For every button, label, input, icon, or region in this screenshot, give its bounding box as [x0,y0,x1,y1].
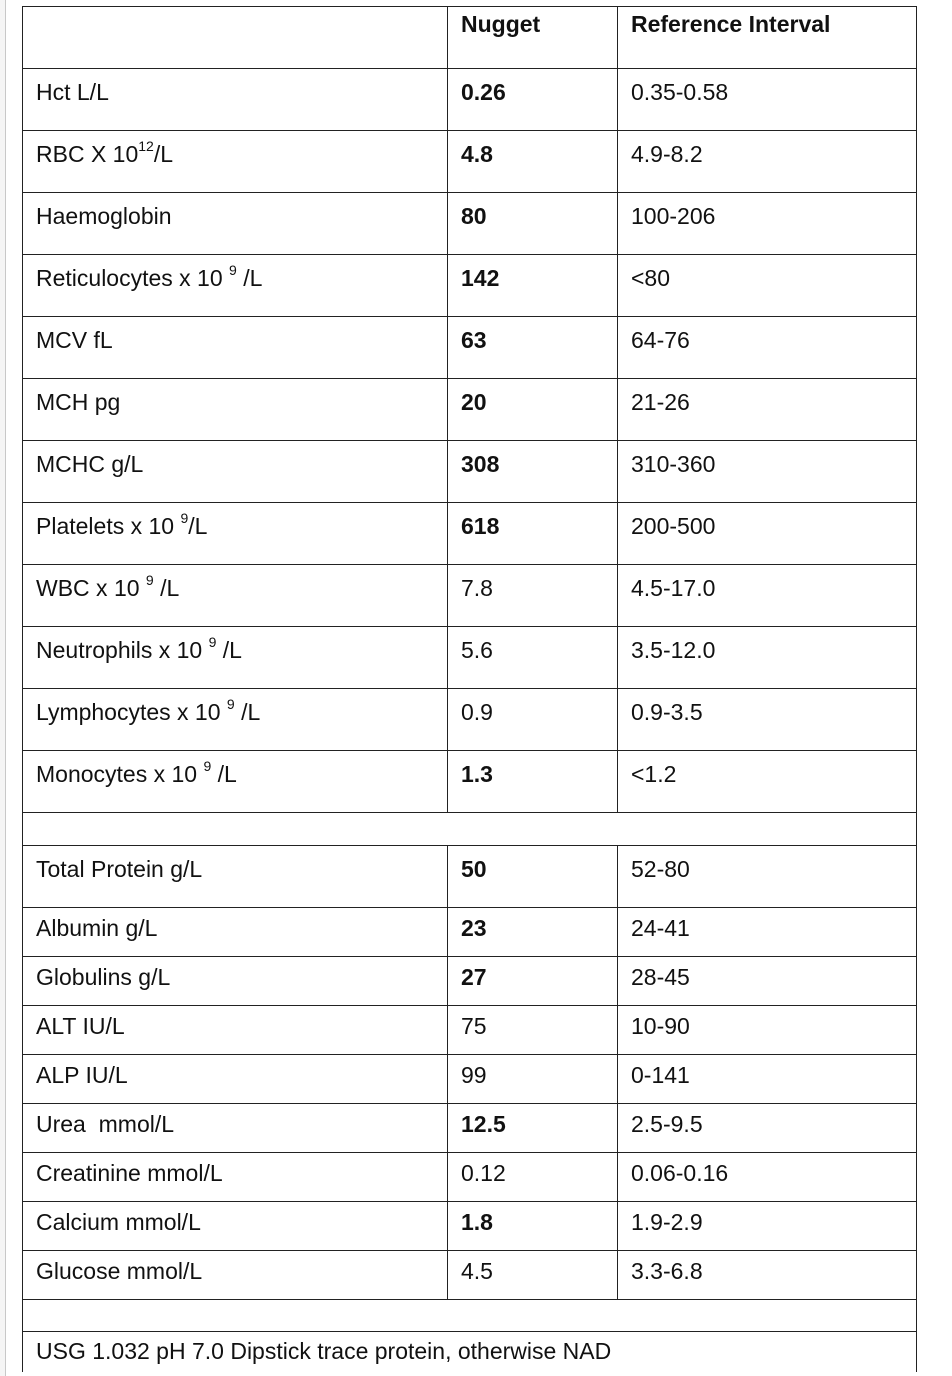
reference-interval: 0.9-3.5 [618,689,917,751]
test-unit: /L [216,637,242,663]
test-name [23,1202,448,1251]
test-unit: /L [234,699,261,725]
table-row [23,957,917,1006]
nugget-value: 4.5 [448,1251,618,1300]
page-edge [0,0,6,1376]
nugget-value: 308 [448,441,618,503]
nugget-value: 0.9 [448,689,618,751]
test-name [23,957,448,1006]
test-name [23,751,448,813]
test-name [23,1006,448,1055]
test-name [23,846,448,908]
test-exponent: 9 [203,758,212,775]
nugget-value: 7.8 [448,565,618,627]
test-label: Hct L/L [36,79,109,105]
test-label: Calcium mmol/L [36,1209,201,1235]
test-name [23,908,448,957]
table-row [23,1202,917,1251]
table-row [23,503,917,565]
nugget-value: 80 [448,193,618,255]
nugget-value: 20 [448,379,618,441]
nugget-value: 1.8 [448,1202,618,1251]
test-label: MCHC g/L [36,451,144,477]
urinalysis-row [23,1332,917,1372]
nugget-value: 5.6 [448,627,618,689]
nugget-value: 4.8 [448,131,618,193]
test-unit: /L [236,265,263,291]
test-label: Monocytes x 10 [36,761,204,787]
test-name [23,317,448,379]
test-label: MCV fL [36,327,113,353]
test-label: Lymphocytes x 10 [36,699,227,725]
test-label: Albumin g/L [36,915,158,941]
test-exponent: 12 [138,138,154,155]
test-name [23,1153,448,1202]
reference-interval: 2.5-9.5 [618,1104,917,1153]
test-label: Haemoglobin [36,203,172,229]
test-label: Neutrophils x 10 [36,637,209,663]
test-name [23,1104,448,1153]
test-name [23,131,448,193]
table-row [23,193,917,255]
reference-interval: 52-80 [618,846,917,908]
test-name [23,627,448,689]
table-row [23,565,917,627]
reference-interval: 24-41 [618,908,917,957]
test-label: RBC X 10 [36,141,139,167]
table-row [23,131,917,193]
test-label: Platelets x 10 [36,513,181,539]
spacer-cell [23,813,917,846]
table-row [23,1251,917,1300]
test-exponent: 9 [145,572,154,589]
test-label: Creatinine mmol/L [36,1160,223,1186]
reference-interval: 64-76 [618,317,917,379]
reference-interval: <80 [618,255,917,317]
test-label: Urea mmol/L [36,1111,175,1137]
reference-interval: 4.9-8.2 [618,131,917,193]
test-exponent: 9 [229,262,237,279]
test-name [23,255,448,317]
table-row [23,689,917,751]
test-name [23,503,448,565]
header-reference: Reference Interval [618,7,917,69]
reference-interval: 100-206 [618,193,917,255]
nugget-value: 142 [448,255,618,317]
nugget-value: 23 [448,908,618,957]
reference-interval: 10-90 [618,1006,917,1055]
test-name [23,193,448,255]
reference-interval: 0.06-0.16 [618,1153,917,1202]
table-row [23,1104,917,1153]
table-row [23,627,917,689]
test-name [23,1055,448,1104]
table-row [23,846,917,908]
test-name [23,69,448,131]
table-row [23,379,917,441]
nugget-value: 63 [448,317,618,379]
test-label: Glucose mmol/L [36,1258,203,1284]
nugget-value: 27 [448,957,618,1006]
reference-interval: 0-141 [618,1055,917,1104]
header-nugget: Nugget [448,7,618,69]
table-row [23,751,917,813]
reference-interval: 310-360 [618,441,917,503]
nugget-value: 75 [448,1006,618,1055]
nugget-value: 0.12 [448,1153,618,1202]
header-row [23,7,917,69]
reference-interval: 21-26 [618,379,917,441]
test-unit: /L [188,513,208,539]
reference-interval: 0.35-0.58 [618,69,917,131]
reference-interval: 3.5-12.0 [618,627,917,689]
nugget-value: 618 [448,503,618,565]
lab-results-table [22,6,917,1372]
test-exponent: 9 [226,696,235,713]
reference-interval: 3.3-6.8 [618,1251,917,1300]
spacer-row [23,813,917,846]
test-label: Globulins g/L [36,964,171,990]
test-exponent: 9 [180,510,189,527]
test-name [23,689,448,751]
test-name [23,1251,448,1300]
table-row [23,1055,917,1104]
reference-interval: 4.5-17.0 [618,565,917,627]
table-row [23,69,917,131]
nugget-value: 1.3 [448,751,618,813]
test-label: ALP IU/L [36,1062,128,1088]
test-label: WBC x 10 [36,575,146,601]
reference-interval: 28-45 [618,957,917,1006]
test-unit: /L [153,141,174,167]
table-row [23,317,917,379]
test-label: Total Protein g/L [36,856,203,882]
table-row [23,908,917,957]
test-name [23,565,448,627]
table-row [23,1153,917,1202]
test-unit: /L [211,761,237,787]
nugget-value: 99 [448,1055,618,1104]
reference-interval: 200-500 [618,503,917,565]
test-name [23,441,448,503]
header-test [23,7,448,69]
table-row [23,255,917,317]
nugget-value: 12.5 [448,1104,618,1153]
nugget-value: 0.26 [448,69,618,131]
test-label: Reticulocytes x 10 [36,265,230,291]
nugget-value: 50 [448,846,618,908]
urinalysis-text: USG 1.032 pH 7.0 Dipstick trace protein, otherwise NAD [23,1332,917,1372]
test-name [23,379,448,441]
test-exponent: 9 [208,634,217,651]
test-unit: /L [153,575,180,601]
table-row [23,441,917,503]
spacer-row [23,1300,917,1332]
reference-interval: 1.9-2.9 [618,1202,917,1251]
table-row [23,1006,917,1055]
test-label: MCH pg [36,389,121,415]
reference-interval: <1.2 [618,751,917,813]
test-label: ALT IU/L [36,1013,125,1039]
spacer-cell [23,1300,917,1332]
